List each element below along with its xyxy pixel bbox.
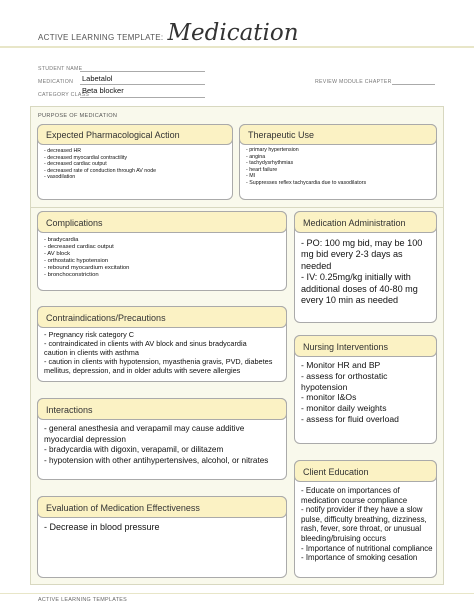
list-item: - decreased HR <box>44 148 82 154</box>
list-item: rash, fever, sore throat, or unusual <box>301 524 422 534</box>
list-item: - general anesthesia and verapamil may cause additive <box>44 424 245 433</box>
list-item: - monitor daily weights <box>301 403 387 414</box>
complications-title: Complications <box>46 218 103 228</box>
list-item: - orthostatic hypotension <box>44 258 109 264</box>
list-item: - Monitor HR and BP <box>301 360 381 370</box>
list-item: caution in clients with asthma <box>44 348 139 357</box>
list-item: - Importance of nutritional compliance <box>301 543 433 553</box>
list-item: - vasodilation <box>44 174 76 181</box>
list-item: - assess for fluid overload <box>301 413 399 424</box>
expected-action-title: Expected Pharmacological Action <box>46 130 180 140</box>
list-item: mg bid every 2-3 days as <box>301 249 403 260</box>
list-item: - assess for orthostatic <box>301 370 388 381</box>
medication-line <box>80 84 205 85</box>
list-item: - heart failure <box>246 166 278 173</box>
list-item: - Pregnancy risk category C <box>44 330 135 339</box>
list-item: hypotension <box>301 381 348 392</box>
complications-list <box>44 237 282 279</box>
therapeutic-use-list <box>246 147 432 187</box>
purpose-section-label: PURPOSE OF MEDICATION <box>38 113 118 119</box>
contraindications-title: Contraindications/Precautions <box>46 313 166 323</box>
interactions-card <box>37 398 287 480</box>
list-item: every 10 min as needed <box>301 295 399 306</box>
nursing-interventions-card <box>294 335 437 444</box>
list-item: - decreased rate of conduction through AV node <box>44 167 157 174</box>
evaluation-card <box>37 496 287 578</box>
interactions-title: Interactions <box>46 405 93 415</box>
list-item: medication course compliance <box>301 495 408 505</box>
list-item: - caution in clients with hypotension, myasthenia gravis, PVD, diabetes <box>44 357 273 366</box>
medication-label: MEDICATION <box>38 79 74 85</box>
list-item: - Decrease in blood pressure <box>44 522 160 532</box>
list-item: - Educate on importances of <box>301 486 400 495</box>
category-class-line <box>80 97 205 98</box>
client-education-card <box>294 460 437 578</box>
list-item: pulse, difficulty breathing, dizziness, <box>301 514 427 524</box>
list-item: - decreased cardiac output <box>44 161 107 168</box>
medication-administration-card <box>294 211 437 323</box>
list-item: - AV block <box>44 251 71 257</box>
header-divider <box>0 46 474 48</box>
therapeutic-use-title: Therapeutic Use <box>248 130 315 140</box>
list-item: - MI <box>246 173 256 180</box>
list-item: additional doses of 40-80 mg <box>301 283 418 294</box>
list-item: - Importance of smoking cesation <box>301 553 418 563</box>
list-item: - tachydysrhythmias <box>246 160 294 167</box>
list-item: - rebound myocardium excitation <box>44 265 130 271</box>
list-item: - notify provider if they have a slow <box>301 505 423 515</box>
list-item: bleeding/bruising occurs <box>301 533 387 543</box>
category-class-field[interactable]: Beta blocker <box>82 86 124 95</box>
list-item: - hypotension with other antihypertensives, alcohol, or nitrates <box>44 455 269 465</box>
client-education-title: Client Education <box>303 467 369 477</box>
therapeutic-use-card <box>239 124 437 200</box>
review-module-label: REVIEW MODULE CHAPTER <box>315 79 392 85</box>
nursing-interventions-title: Nursing Interventions <box>303 342 389 352</box>
list-item: mellitus, depression, and in older adults with severe allergies <box>44 366 241 375</box>
medication-administration-title: Medication Administration <box>303 218 406 228</box>
list-item: - monitor I&Os <box>301 392 357 403</box>
list-item: - decreased cardiac output <box>44 244 114 250</box>
evaluation-title: Evaluation of Medication Effectiveness <box>46 503 200 513</box>
list-item: needed <box>301 260 332 271</box>
list-item: - bradycardia <box>44 237 79 243</box>
category-class-label: CATEGORY CLASS <box>38 92 90 98</box>
list-item: - angina <box>246 153 266 160</box>
expected-action-card <box>37 124 233 200</box>
template-header <box>38 20 299 46</box>
review-module-line <box>392 84 435 85</box>
list-item: - IV: 0.25mg/kg initially with <box>301 272 411 283</box>
client-education-list <box>301 486 432 563</box>
list-item: - bronchoconstriction <box>44 272 99 278</box>
student-name-label: STUDENT NAME <box>38 66 83 72</box>
student-name-line <box>80 71 205 72</box>
list-item: - bradycardia with digoxin, verapamil, or dilitazem <box>44 445 224 454</box>
expected-action-list <box>44 148 228 181</box>
list-item: - decreased myocardial contractility <box>44 154 128 161</box>
list-item: - primary hypertension <box>246 147 299 153</box>
nursing-interventions-list <box>301 360 432 425</box>
evaluation-list <box>44 522 282 532</box>
medication-field[interactable]: Labetalol <box>82 74 113 83</box>
footer-divider <box>0 593 474 594</box>
list-item: - PO: 100 mg bid, may be 100 <box>301 238 423 248</box>
list-item: - contraindicated in clients with AV block and sinus bradycardia <box>44 339 247 348</box>
template-prefix: ACTIVE LEARNING TEMPLATE: <box>38 33 164 42</box>
list-item: myocardial depression <box>44 434 126 444</box>
interactions-list <box>44 424 282 466</box>
complications-card <box>37 211 287 291</box>
medication-administration-list <box>301 238 432 306</box>
template-title: Medication <box>167 20 299 46</box>
contraindications-list <box>44 330 282 375</box>
contraindications-card <box>37 306 287 382</box>
list-item: - Suppresses reflex tachycardia due to vasodilators <box>246 179 367 186</box>
footer-text: ACTIVE LEARNING TEMPLATES <box>38 597 128 603</box>
